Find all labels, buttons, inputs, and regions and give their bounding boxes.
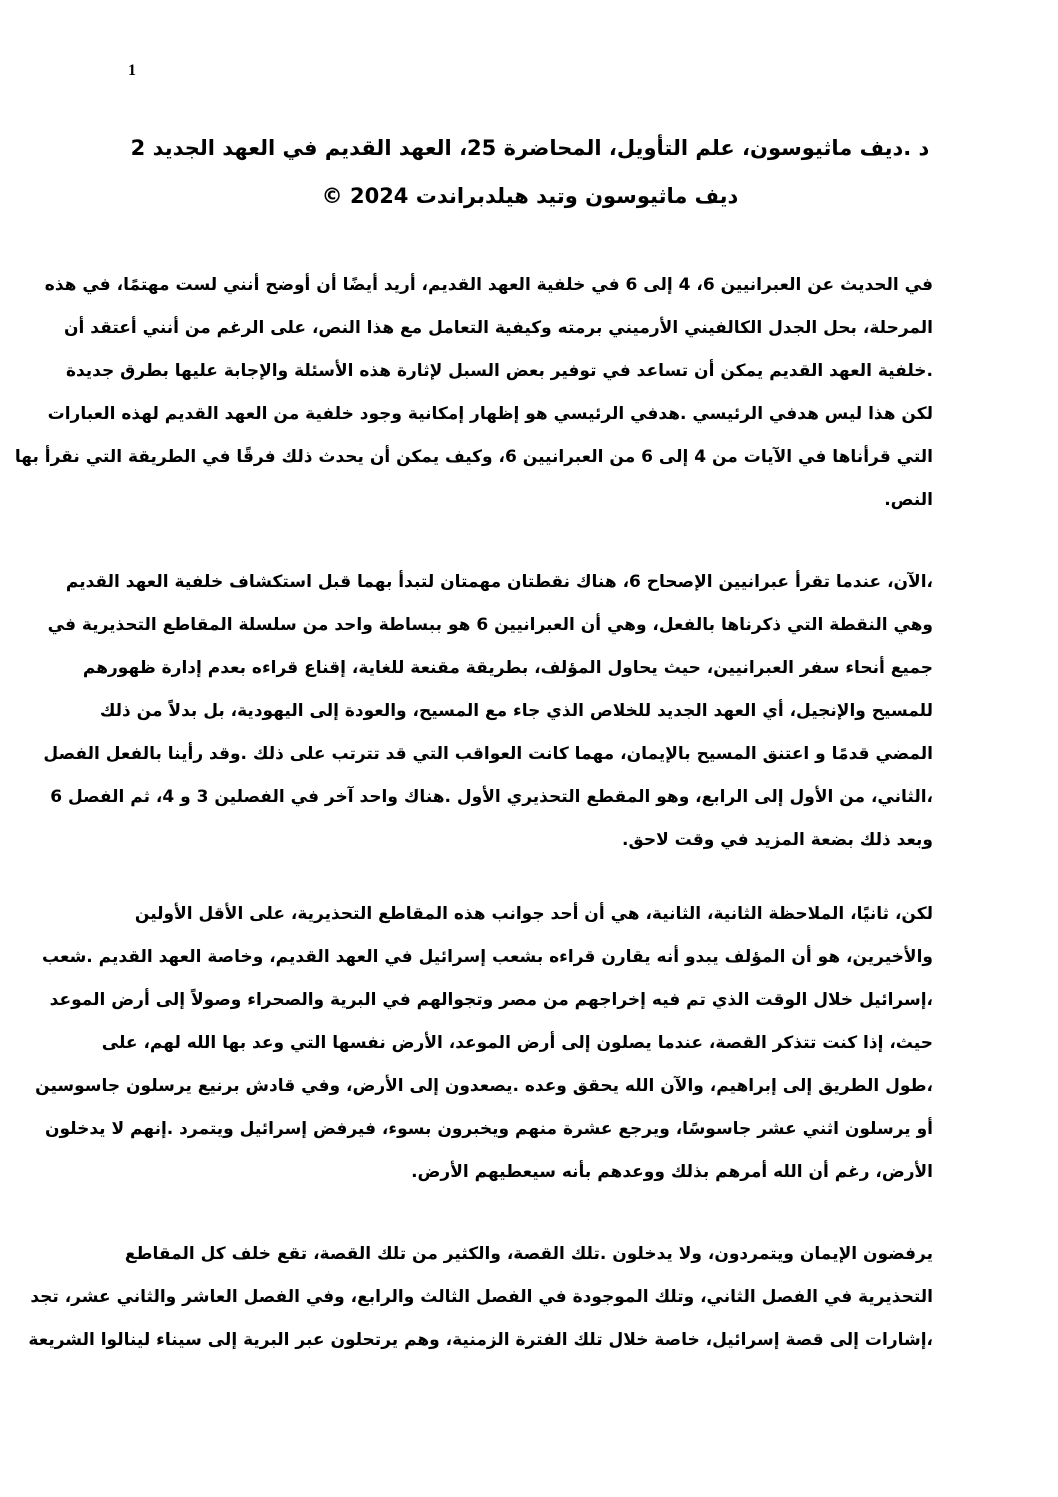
- text-line: التحذيرية في الفصل الثاني، وتلك الموجودة في الفصل الثالث والرابع، وفي الفصل العاشر والثاني عشر، تجد: [30, 1287, 933, 1307]
- text-line: ،طول الطريق إلى إبراهيم، والآن الله يحقق وعده .يصعدون إلى الأرض، وفي قادش برنيع يرسلون جاسوسين: [35, 1076, 933, 1096]
- text-line: والأخيرين، هو أن المؤلف يبدو أنه يقارن قراءه بشعب إسرائيل في العهد القديم، وخاصة العهد القديم .شعب: [42, 947, 933, 967]
- text-line: .خلفية العهد القديم يمكن أن تساعد في توفير بعض السبل لإثارة هذه الأسئلة والإجابة عليها بطرق جديدة: [65, 361, 933, 381]
- text-line: وهي النقطة التي ذكرناها بالفعل، وهي أن العبرانيين 6 هو ببساطة واحد من سلسلة المقاطع التحذيرية في: [47, 615, 933, 635]
- text-line: ،الآن، عندما تقرأ عبرانيين الإصحاح 6، هناك نقطتان مهمتان لتبدأ بهما قبل استكشاف خلفية العهد القديم: [65, 572, 933, 592]
- text-line: النص.: [884, 490, 933, 510]
- text-line: أو يرسلون اثني عشر جاسوسًا، ويرجع عشرة منهم ويخبرون بسوء، فيرفض إسرائيل ويتمرد .إنهم لا يدخلون: [44, 1119, 933, 1139]
- text-line: المضي قدمًا و اعتنق المسيح بالإيمان، مهما كانت العواقب التي قد تترتب على ذلك .وقد رأينا بالفعل الفصل: [43, 744, 933, 764]
- document-title-line-1: د .ديف ماثيوسون، علم التأويل، المحاضرة 25، العهد القديم في العهد الجديد 2: [130, 136, 930, 160]
- document-title-line-2: ديف ماثيوسون وتيد هيلدبراندت 2024 ©: [321, 184, 739, 208]
- text-line: للمسيح والإنجيل، أي العهد الجديد للخلاص الذي جاء مع المسيح، والعودة إلى اليهودية، بل بدلاً من ذلك: [99, 701, 933, 721]
- text-line: حيث، إذا كنت تتذكر القصة، عندما يصلون إلى أرض الموعد، الأرض نفسها التي وعد بها الله لهم، على: [101, 1033, 933, 1053]
- text-line: لكن هذا ليس هدفي الرئيسي .هدفي الرئيسي هو إظهار إمكانية وجود خلفية من العهد القديم لهذه العبارات: [47, 404, 933, 424]
- text-line: ،إسرائيل خلال الوقت الذي تم فيه إخراجهم من مصر وتجوالهم في البرية والصحراء وصولاً إلى أرض الموعد: [49, 990, 933, 1010]
- text-line: وبعد ذلك بضعة المزيد في وقت لاحق.: [622, 830, 933, 850]
- text-line: لكن، ثانيًا، الملاحظة الثانية، الثانية، هي أن أحد جوانب هذه المقاطع التحذيرية، على الأقل الأولين: [134, 904, 933, 924]
- text-line: الأرض، رغم أن الله أمرهم بذلك ووعدهم بأنه سيعطيهم الأرض.: [411, 1162, 933, 1182]
- text-line: المرحلة، بحل الجدل الكالفيني الأرميني برمته وكيفية التعامل مع هذا النص، على الرغم من أنني أعتقد أن: [64, 318, 933, 338]
- page-number: 1: [128, 62, 136, 79]
- text-line: ،إشارات إلى قصة إسرائيل، خاصة خلال تلك الفترة الزمنية، وهم يرتحلون عبر البرية إلى سيناء لينالوا الشريعة: [28, 1330, 933, 1350]
- text-line: يرفضون الإيمان ويتمردون، ولا يدخلون .تلك القصة، والكثير من تلك القصة، تقع خلف كل المقاطع: [124, 1244, 933, 1264]
- text-line: التي قرأناها في الآيات من 4 إلى 6 من العبرانيين 6، وكيف يمكن أن يحدث ذلك فرقًا في الطريقة التي نقرأ بها: [14, 447, 933, 467]
- text-line: جميع أنحاء سفر العبرانيين، حيث يحاول المؤلف، بطريقة مقنعة للغاية، إقناع قراءه بعدم إدارة ظهورهم: [82, 658, 933, 678]
- text-line: في الحديث عن العبرانيين 6، 4 إلى 6 في خلفية العهد القديم، أريد أيضًا أن أوضح أنني لست مهتمًا، في هذه: [44, 275, 933, 295]
- text-line: ،الثاني، من الأول إلى الرابع، وهو المقطع التحذيري الأول .هناك واحد آخر في الفصلين 3 و 4، ثم الفصل 6: [50, 787, 933, 807]
